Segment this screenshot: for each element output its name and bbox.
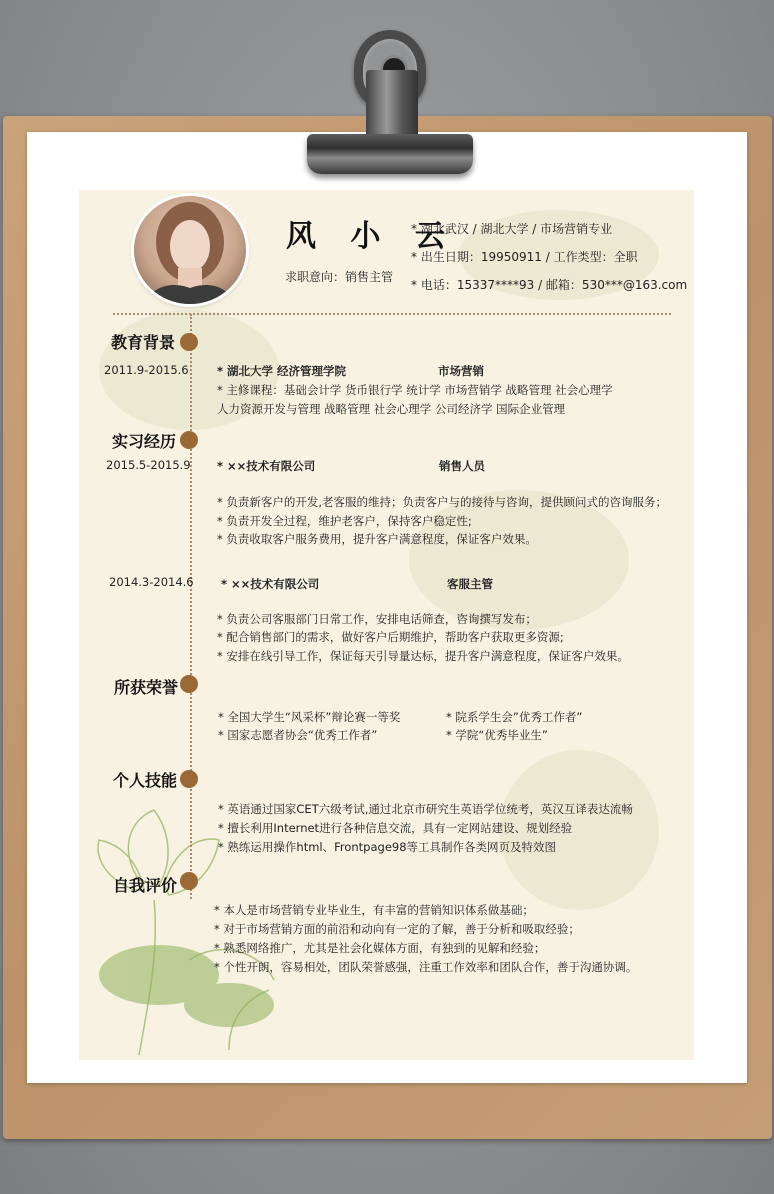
internship-date: 2015.5-2015.9 xyxy=(106,458,191,472)
internship-role: 销售人员 xyxy=(439,459,485,473)
education-courses-cont: 人力资源开发与管理 战略管理 社会心理学 公司经济学 国际企业管理 xyxy=(217,402,566,416)
profile-photo xyxy=(134,196,246,304)
section-title-education: 教育背景 xyxy=(111,333,176,352)
education-date: 2011.9-2015.6 xyxy=(104,363,189,377)
honor-item: * 学院“优秀毕业生” xyxy=(446,728,548,742)
self-item: * 本人是市场营销专业毕业生，有丰富的营销知识体系做基础； xyxy=(214,903,534,917)
education-school: * 湖北大学 经济管理学院 xyxy=(217,364,347,378)
section-title-honors: 所获荣誉 xyxy=(114,678,179,697)
self-item: * 对于市场营销方面的前沿和动向有一定的了解，善于分析和吸取经验； xyxy=(214,922,580,936)
timeline-dot-icon xyxy=(180,431,198,449)
timeline-dot-icon xyxy=(180,333,198,351)
internship-duty: * 安排在线引导工作，保证每天引导量达标，提升客户满意程度，保证客户效果。 xyxy=(217,649,629,663)
binder-clip-icon xyxy=(307,134,473,174)
skill-item: * 熟练运用操作html、Frontpage98等工具制作各类网页及特效图 xyxy=(218,840,557,854)
info-location: * 湖北武汉 / 湖北大学 / 市场营销专业 xyxy=(411,222,613,236)
candidate-name: 风 小 云 xyxy=(286,219,457,254)
education-major: 市场营销 xyxy=(438,364,484,378)
internship-duty: * 负责新客户的开发,老客服的维持；负责客户与的接待与咨询，提供顾问式的咨询服务； xyxy=(217,495,668,509)
honor-item: * 国家志愿者协会“优秀工作者” xyxy=(218,728,378,742)
education-courses: * 主修课程：基础会计学 货币银行学 统计学 市场营销学 战略管理 社会心理学 xyxy=(217,383,613,397)
section-title-self: 自我评价 xyxy=(113,876,178,895)
internship-company: * ××技术有限公司 xyxy=(221,577,320,591)
self-item: * 熟悉网络推广，尤其是社会化媒体方面，有独到的见解和经验； xyxy=(214,941,546,955)
timeline-dot-icon xyxy=(180,675,198,693)
internship-company: * ××技术有限公司 xyxy=(217,459,316,473)
header-divider xyxy=(113,313,671,315)
portrait-icon xyxy=(134,196,246,304)
internship-duty: * 负责公司客服部门日常工作，安排电话筛查，咨询撰写发布； xyxy=(217,612,537,626)
timeline-line xyxy=(190,314,192,899)
info-contact: * 电话：15337****93 / 邮箱：530***@163.com xyxy=(411,278,688,292)
internship-duty: * 负责开发全过程，维护老客户，保持客户稳定性; xyxy=(217,514,472,528)
honor-item: * 全国大学生“风采杯”辩论赛一等奖 xyxy=(218,710,401,724)
self-item: * 个性开朗，容易相处，团队荣誉感强，注重工作效率和团队合作，善于沟通协调。 xyxy=(214,960,638,974)
internship-role: 客服主管 xyxy=(447,577,493,591)
skill-item: * 英语通过国家CET六级考试,通过北京市研究生英语学位统考，英汉互译表达流畅 xyxy=(218,802,633,816)
internship-date: 2014.3-2014.6 xyxy=(109,575,194,589)
skill-item: * 擅长利用Internet进行各种信息交流，具有一定网站建设、规划经验 xyxy=(218,821,573,835)
internship-duty: * 负责收取客户服务费用，提升客户满意程度，保证客户效果。 xyxy=(217,532,537,546)
timeline-dot-icon xyxy=(180,872,198,890)
timeline-dot-icon xyxy=(180,770,198,788)
info-birth: * 出生日期：19950911 / 工作类型：全职 xyxy=(411,250,638,264)
section-title-internship: 实习经历 xyxy=(112,432,177,451)
honor-item: * 院系学生会”优秀工作者” xyxy=(446,710,583,724)
job-intent: 求职意向：销售主管 xyxy=(285,270,394,284)
internship-duty: * 配合销售部门的需求，做好客户后期维护，帮助客户获取更多资源; xyxy=(217,630,564,644)
clip-plate-icon xyxy=(366,70,418,142)
section-title-skills: 个人技能 xyxy=(113,771,178,790)
